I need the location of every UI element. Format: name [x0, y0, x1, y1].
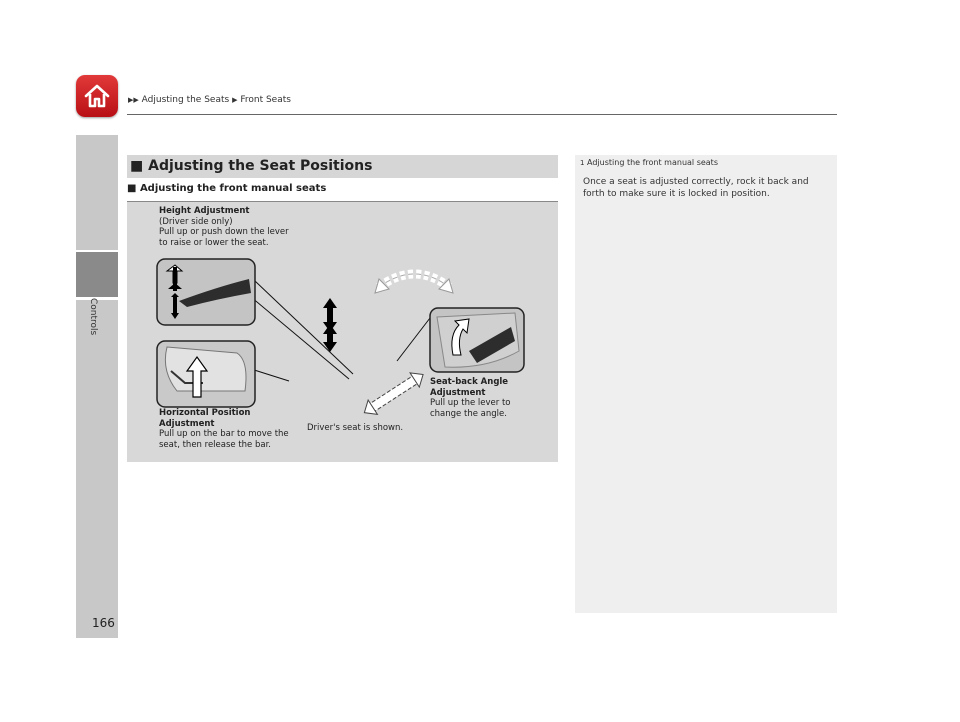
seatback-lever-inset — [430, 308, 524, 372]
seatback-angle-arrow — [375, 274, 453, 293]
figure-top-rule — [127, 201, 558, 202]
side-tab-strip — [76, 135, 118, 250]
section-title — [127, 155, 558, 178]
home-button[interactable] — [76, 75, 118, 117]
horizontal-adjustment-text: Pull up on the bar to move the seat, then release the bar. — [159, 429, 289, 450]
section-title-text: Adjusting the Seat Positions — [148, 158, 373, 174]
home-icon — [83, 82, 111, 110]
triangle-right-icon: ▶ — [232, 96, 238, 104]
section-marker: ■ — [130, 158, 144, 174]
horizontal-slide-arrow — [360, 367, 428, 419]
seatback-adjustment-text: Pull up the lever to change the angle. — [430, 398, 511, 419]
side-tab-active[interactable] — [76, 252, 118, 297]
side-tab-strip-lower — [76, 300, 118, 638]
height-arrow — [323, 298, 337, 352]
figure-caption: Driver's seat is shown. — [307, 423, 404, 433]
breadcrumb-item-front-seats[interactable]: Front Seats — [240, 95, 291, 105]
subsection-title — [127, 183, 326, 194]
note-marker: 1 — [580, 159, 585, 167]
header-divider — [127, 114, 837, 115]
height-adjustment-text: Pull up or push down the lever to raise or lower the seat. — [159, 227, 289, 248]
subsection-marker: ■ — [127, 183, 137, 194]
page-number: 166 — [92, 616, 115, 630]
note-title — [580, 158, 718, 167]
sidebar-note — [575, 155, 837, 613]
breadcrumb — [128, 95, 291, 105]
height-adjustment-note: (Driver side only) — [159, 216, 233, 227]
seat-adjustment-figure — [127, 201, 558, 462]
horizontal-adjustment-label — [159, 408, 299, 450]
horizontal-adjustment-title: Horizontal Position Adjustment — [159, 408, 251, 429]
note-body: Once a seat is adjusted correctly, rock it back and forth to make sure it is locked in position. — [583, 177, 809, 199]
height-adjustment-label — [159, 206, 299, 248]
height-lever-inset — [157, 259, 255, 325]
horizontal-bar-inset — [157, 341, 255, 407]
note-title-text: Adjusting the front manual seats — [587, 158, 718, 167]
seatback-adjustment-title: Seat-back Angle Adjustment — [430, 377, 509, 398]
side-tab-label[interactable]: Controls — [88, 298, 98, 336]
breadcrumb-item-seats[interactable]: Adjusting the Seats — [141, 95, 230, 105]
triangle-right-icon: ▶▶ — [128, 96, 139, 104]
seatback-adjustment-label — [430, 377, 530, 419]
height-adjustment-title: Height Adjustment — [159, 206, 250, 216]
subsection-title-text: Adjusting the front manual seats — [139, 183, 327, 194]
